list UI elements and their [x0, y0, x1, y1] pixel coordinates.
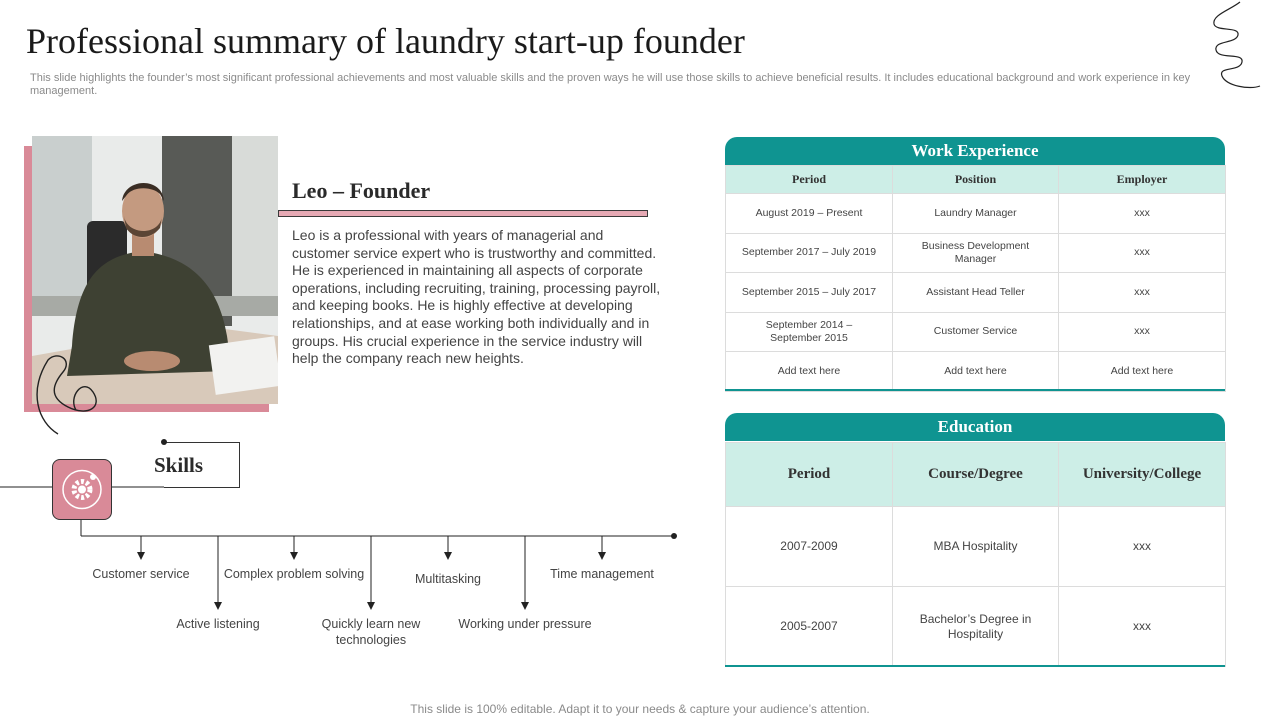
skill-label: Multitasking [415, 572, 481, 586]
table-cell: xxx [1059, 312, 1226, 352]
column-header: Employer [1059, 166, 1226, 194]
column-header: Course/Degree [893, 443, 1059, 507]
table-cell: Bachelor’s Degree in Hospitality [893, 587, 1059, 667]
founder-name: Leo – Founder [292, 178, 431, 203]
table-row [726, 312, 1226, 352]
table-row [726, 352, 1226, 392]
column-header: Period [726, 443, 893, 507]
table-cell: September 2015 – July 2017 [726, 273, 893, 313]
column-header: Period [726, 166, 893, 194]
education-title: Education [725, 413, 1225, 441]
column-header: Position [893, 166, 1059, 194]
table-row [726, 507, 1226, 587]
table-cell: 2007-2009 [726, 507, 893, 587]
skill-label: Working under pressure [458, 617, 592, 631]
table-cell: xxx [1059, 587, 1226, 667]
table-cell: Assistant Head Teller [893, 273, 1059, 313]
table-cell: Customer Service [893, 312, 1059, 352]
skill-label: Quickly learn new technologies [321, 617, 421, 647]
table-cell: xxx [1059, 194, 1226, 234]
table-row [726, 273, 1226, 313]
table-cell: Add text here [1059, 352, 1226, 392]
skills-heading: Skills [154, 453, 204, 477]
footer-note: This slide is 100% editable. Adapt it to your needs & capture your audience’s attention. [410, 702, 870, 716]
table-cell: xxx [1059, 233, 1226, 273]
table-cell: xxx [1059, 507, 1226, 587]
work-experience-table [725, 165, 1226, 392]
table-cell: xxx [1059, 273, 1226, 313]
skill-label: Complex problem solving [223, 567, 365, 581]
column-header: University/College [1059, 443, 1226, 507]
table-header-row [726, 443, 1226, 507]
page-title: Professional summary of laundry start-up founder [26, 21, 745, 61]
table-cell: Add text here [726, 352, 893, 392]
skill-label: Customer service [92, 567, 190, 581]
work-experience-bottom-rule [725, 389, 1225, 391]
decorative-swirl-icon [1200, 0, 1270, 95]
table-cell: MBA Hospitality [893, 507, 1059, 587]
skill-label: Active listening [176, 617, 260, 631]
table-row [726, 587, 1226, 667]
table-cell: September 2014 – September 2015 [726, 312, 893, 352]
table-row [726, 233, 1226, 273]
table-cell: Business Development Manager [893, 233, 1059, 273]
table-cell: September 2017 – July 2019 [726, 233, 893, 273]
table-cell: August 2019 – Present [726, 194, 893, 234]
education-bottom-rule [725, 665, 1225, 667]
gear-icon [53, 460, 111, 519]
education-table [725, 442, 1226, 667]
skills-icon-box [52, 459, 112, 520]
skill-label: Time management [550, 567, 654, 581]
table-cell: Laundry Manager [893, 194, 1059, 234]
table-cell: Add text here [893, 352, 1059, 392]
work-experience-title: Work Experience [725, 137, 1225, 165]
table-header-row [726, 166, 1226, 194]
table-cell: 2005-2007 [726, 587, 893, 667]
page-subtitle: This slide highlights the founder’s most significant professional achievements and most valuable skills and the proven ways he will use those skills to achieve beneficial results. It includes educational background and work experience in key management. [30, 72, 1191, 97]
founder-bio: Leo is a professional with years of managerial and customer service expert who is trustworthy and committed. He is experienced in maintaining all aspects of corporate operations, including recruiting, training, processing payroll, and keeping books. He is highly effective at developing relationships, and at ease working both individually and in groups. His crucial experience in the service industry will help the company reach new heights. [292, 227, 661, 367]
table-row [726, 194, 1226, 234]
